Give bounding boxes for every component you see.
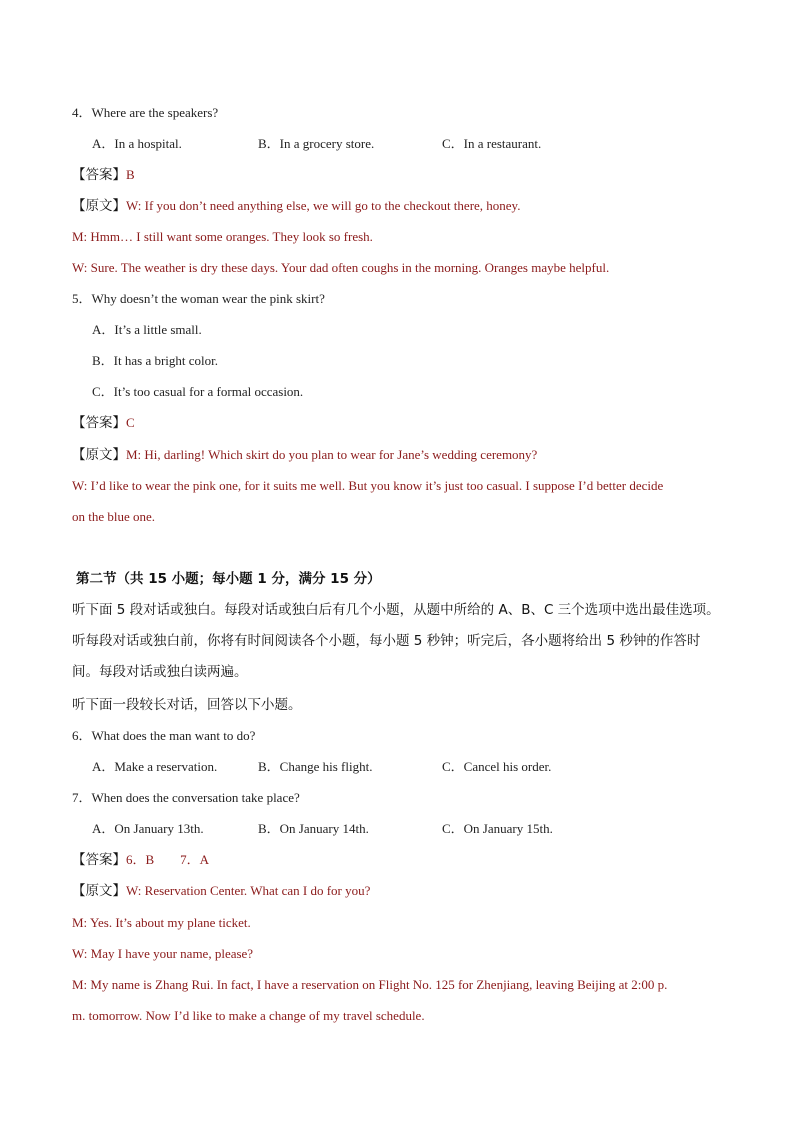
q67-script-line-1 — [72, 882, 370, 900]
q5-answer: C — [126, 415, 135, 430]
q6-option-a: A．Make a reservation. — [92, 759, 218, 774]
script-tag: 【原文】 — [72, 447, 126, 463]
q5-option-b: B．It has a bright color. — [92, 353, 219, 368]
q4-answer-line — [72, 166, 135, 184]
q7-option-b: B．On January 14th. — [258, 821, 369, 836]
instruction-line-2: 听每段对话或独白前，你将有时间阅读各个小题，每小题 5 秒钟；听完后，各小题将给出 5 秒钟的作答时 — [72, 633, 701, 649]
q4-option-a: A．In a hospital. — [92, 136, 182, 151]
q7-option-c: C．On January 15th. — [442, 821, 553, 836]
answer-tag: 【答案】 — [72, 852, 126, 868]
q5-option-c: C．It’s too casual for a formal occasion. — [92, 384, 304, 399]
q67-answer: 6．B 7．A — [126, 852, 210, 867]
script-tag: 【原文】 — [72, 883, 126, 899]
answer-tag: 【答案】 — [72, 167, 126, 183]
answer-tag: 【答案】 — [72, 415, 126, 431]
q5-script-text: M: Hi, darling! Which skirt do you plan to wear for Jane’s wedding ceremony? — [126, 447, 538, 462]
q4-script-line-2: M: Hmm… I still want some oranges. They look so fresh. — [72, 229, 373, 244]
q67-script-text: W: Reservation Center. What can I do for you? — [126, 883, 371, 898]
q4-script-line-1 — [72, 197, 520, 215]
sub-instruction: 听下面一段较长对话，回答以下小题。 — [72, 697, 302, 713]
q5-script-line-2: W: I’d like to wear the pink one, for it suits me well. But you know it’s just too casual. I suppose I’d better decide — [72, 478, 664, 493]
q67-script-line-3: W: May I have your name, please? — [72, 946, 254, 961]
q7-option-a: A．On January 13th. — [92, 821, 204, 836]
q4-script-line-3: W: Sure. The weather is dry these days. Your dad often coughs in the morning. Oranges maybe helpful. — [72, 260, 610, 275]
instruction-line-3: 间。每段对话或独白读两遍。 — [72, 664, 248, 680]
q5-answer-line — [72, 414, 135, 432]
q67-script-line-2: M: Yes. It’s about my plane ticket. — [72, 915, 251, 930]
q4-answer: B — [126, 167, 135, 182]
q4-script-text: W: If you don’t need anything else, we will go to the checkout there, honey. — [126, 198, 521, 213]
q5-script-line-3: on the blue one. — [72, 509, 156, 524]
q6-option-c: C．Cancel his order. — [442, 759, 552, 774]
q5-script-line-1 — [72, 446, 537, 464]
q6-stem: 6．What does the man want to do? — [72, 728, 256, 743]
q67-script-line-4: M: My name is Zhang Rui. In fact, I have a reservation on Flight No. 125 for Zhenjiang, leaving Beijing at 2:00 p. — [72, 977, 668, 992]
q4-stem: 4．Where are the speakers? — [72, 105, 219, 120]
section-heading: 第二节（共 15 小题；每小题 1 分，满分 15 分） — [76, 571, 381, 587]
q67-answer-line — [72, 851, 209, 869]
script-tag: 【原文】 — [72, 198, 126, 214]
q6-option-b: B．Change his flight. — [258, 759, 373, 774]
q4-option-b: B．In a grocery store. — [258, 136, 375, 151]
q5-option-a: A．It’s a little small. — [92, 322, 202, 337]
instruction-line-1: 听下面 5 段对话或独白。每段对话或独白后有几个小题，从题中所给的 A、B、C 三个选项中选出最佳选项。 — [72, 602, 720, 618]
q7-stem: 7．When does the conversation take place? — [72, 790, 300, 805]
q67-script-line-5: m. tomorrow. Now I’d like to make a change of my travel schedule. — [72, 1008, 425, 1023]
q5-stem: 5．Why doesn’t the woman wear the pink skirt? — [72, 291, 325, 306]
q4-option-c: C．In a restaurant. — [442, 136, 542, 151]
